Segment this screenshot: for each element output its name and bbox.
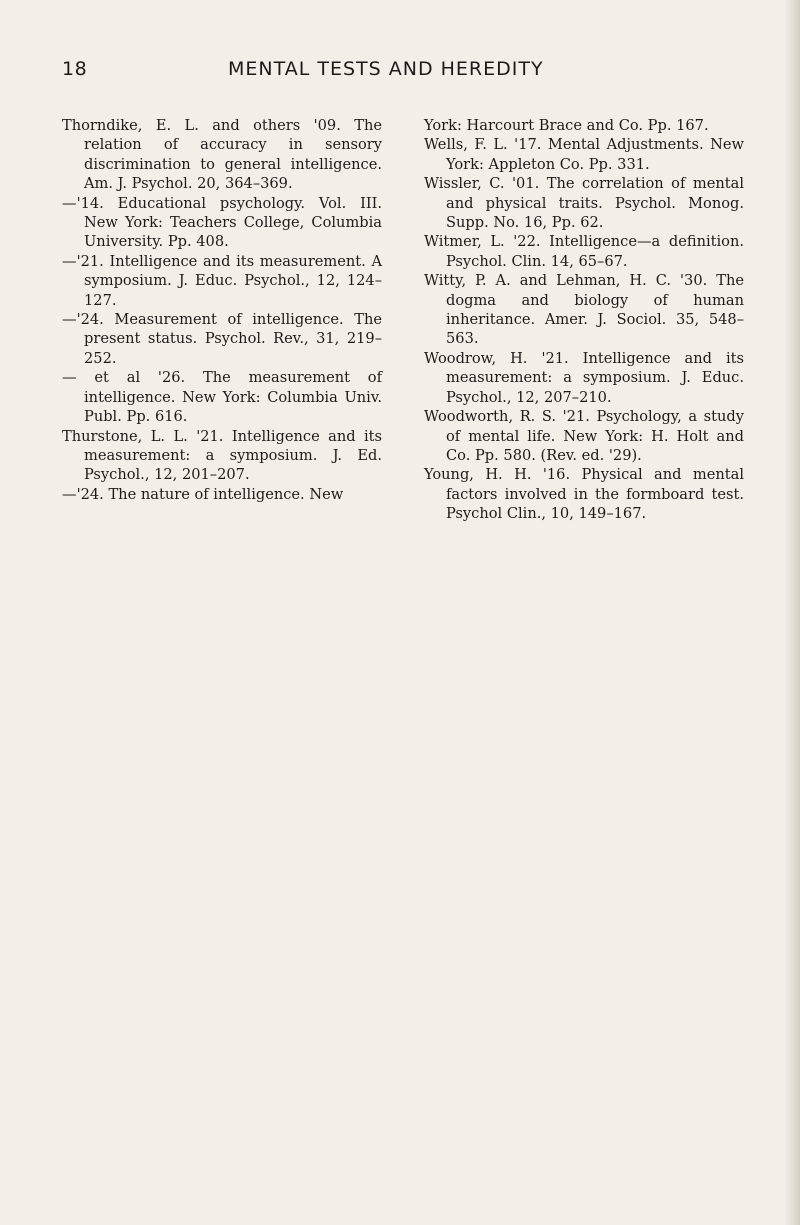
reference-entry: Woodrow, H. '21. Intelligence and its measurement: a symposium. J. Educ. Psychol., 12, 207–210. [424, 349, 744, 406]
reference-entry: Young, H. H. '16. Physical and mental factors involved in the formboard test. Psychol Clin., 10, 149–167. [424, 466, 744, 523]
references-right-column [424, 116, 744, 524]
references-left-column [62, 116, 382, 504]
reference-entry: Thorndike, E. L. and others '09. The relation of accuracy in sensory discrimination to general intelligence. Am. J. Psychol. 20, 364–369. [62, 117, 382, 193]
reference-entry: —'24. Measurement of intelligence. The present status. Psychol. Rev., 31, 219–252. [62, 311, 382, 367]
reference-entry: York: Harcourt Brace and Co. Pp. 167. [424, 117, 709, 134]
page-header [0, 58, 800, 88]
reference-entry: —'24. The nature of intelligence. New [62, 485, 344, 503]
reference-entry: Wissler, C. '01. The correlation of mental and physical traits. Psychol. Monog. Supp. No. 16, Pp. 62. [424, 175, 744, 232]
reference-entry: Woodworth, R. S. '21. Psychology, a study of mental life. New York: H. Holt and Co. Pp. 580. (Rev. ed. '29). [424, 408, 744, 464]
reference-entry: Witmer, L. '22. Intelligence—a definition. Psychol. Clin. 14, 65–67. [424, 233, 744, 270]
reference-entry: Witty, P. A. and Lehman, H. C. '30. The dogma and biology of human inheritance. Amer. J. Sociol. 35, 548–563. [424, 272, 744, 348]
reference-entry: Wells, F. L. '17. Mental Adjustments. New York: Appleton Co. Pp. 331. [424, 136, 744, 173]
reference-entry: —'21. Intelligence and its measurement. A symposium. J. Educ. Psychol., 12, 124–127. [62, 252, 382, 309]
reference-entry: — et al '26. The measurement of intelligence. New York: Columbia Univ. Publ. Pp. 616. [62, 369, 382, 426]
running-title: MENTAL TESTS AND HEREDITY [228, 58, 544, 80]
page-edge-shadow [784, 0, 800, 1225]
reference-entry: Thurstone, L. L. '21. Intelligence and its measurement: a symposium. J. Ed. Psychol., 12, 201–207. [62, 427, 382, 484]
page-number: 18 [62, 58, 88, 80]
reference-entry: —'14. Educational psychology. Vol. III. New York: Teachers College, Columbia University. Pp. 408. [62, 194, 382, 251]
